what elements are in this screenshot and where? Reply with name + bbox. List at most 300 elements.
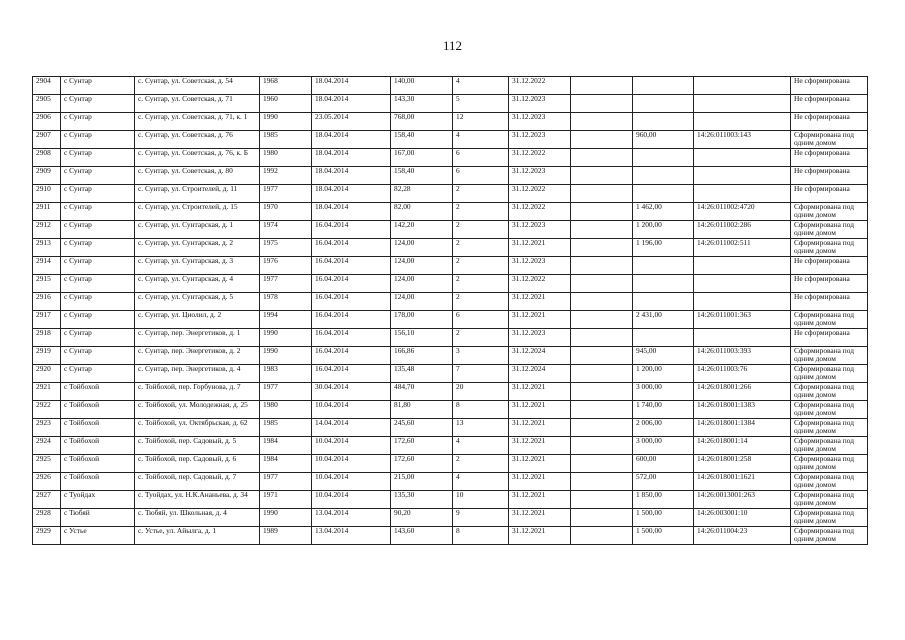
cell-deadline: 31.12.2022 bbox=[509, 149, 571, 167]
cell-settlement: с Устье bbox=[61, 527, 135, 545]
cell-build-year: 1971 bbox=[260, 491, 312, 509]
cell-land-area: 1 196,00 bbox=[633, 239, 694, 257]
cell-area: 172,60 bbox=[391, 455, 453, 473]
cell-land-area bbox=[633, 167, 694, 185]
cell-apartments: 2 bbox=[453, 239, 509, 257]
cell-date: 30.04.2014 bbox=[312, 383, 391, 401]
cell-address: с. Сунтар, ул. Советская, д. 76, к. Б bbox=[135, 149, 260, 167]
cell-address: с. Тойбохой, ул. Октябрьская, д. 62 bbox=[135, 419, 260, 437]
cell-settlement: с Тойбохой bbox=[61, 383, 135, 401]
cell-address: с. Тойбохой, пер. Горбунова, д. 7 bbox=[135, 383, 260, 401]
table-row bbox=[33, 347, 868, 365]
cell-deadline: 31.12.2022 bbox=[509, 185, 571, 203]
cell-extra bbox=[571, 167, 633, 185]
cell-row-number: 2923 bbox=[33, 419, 61, 437]
table-row bbox=[33, 113, 868, 131]
cell-address: с. Сунтар, ул. Строителей, д. 15 bbox=[135, 203, 260, 221]
cell-area: 172,60 bbox=[391, 437, 453, 455]
cell-settlement: с Сунтар bbox=[61, 293, 135, 311]
cell-apartments: 8 bbox=[453, 527, 509, 545]
cell-apartments: 4 bbox=[453, 437, 509, 455]
cell-area: 143,30 bbox=[391, 95, 453, 113]
cell-extra bbox=[571, 239, 633, 257]
cell-area: 124,00 bbox=[391, 257, 453, 275]
cell-land-status: Сформирована под одним домом bbox=[791, 311, 868, 329]
cell-row-number: 2924 bbox=[33, 437, 61, 455]
cell-row-number: 2909 bbox=[33, 167, 61, 185]
cell-apartments: 7 bbox=[453, 365, 509, 383]
cell-build-year: 1975 bbox=[260, 239, 312, 257]
table-row bbox=[33, 239, 868, 257]
cell-apartments: 9 bbox=[453, 509, 509, 527]
cell-cadastral-number bbox=[694, 77, 791, 95]
cell-land-area: 572,00 bbox=[633, 473, 694, 491]
cell-row-number: 2928 bbox=[33, 509, 61, 527]
cell-land-status: Сформирована под одним домом bbox=[791, 347, 868, 365]
cell-area: 143,60 bbox=[391, 527, 453, 545]
cell-area: 81,80 bbox=[391, 401, 453, 419]
cell-deadline: 31.12.2023 bbox=[509, 221, 571, 239]
cell-land-status: Сформирована под одним домом bbox=[791, 383, 868, 401]
cell-address: с. Сунтар, ул. Сунтарская, д. 3 bbox=[135, 257, 260, 275]
cell-deadline: 31.12.2023 bbox=[509, 131, 571, 149]
cell-area: 178,00 bbox=[391, 311, 453, 329]
cell-land-area: 3 000,00 bbox=[633, 383, 694, 401]
cell-build-year: 1977 bbox=[260, 185, 312, 203]
cell-settlement: с Сунтар bbox=[61, 95, 135, 113]
cell-area: 156,10 bbox=[391, 329, 453, 347]
table-row bbox=[33, 437, 868, 455]
cell-cadastral-number bbox=[694, 257, 791, 275]
cell-row-number: 2921 bbox=[33, 383, 61, 401]
cell-cadastral-number: 14:26:018001:1383 bbox=[694, 401, 791, 419]
cell-apartments: 20 bbox=[453, 383, 509, 401]
cell-build-year: 1989 bbox=[260, 527, 312, 545]
cell-extra bbox=[571, 401, 633, 419]
cell-date: 16.04.2014 bbox=[312, 239, 391, 257]
cell-land-status: Не сформирована bbox=[791, 149, 868, 167]
cell-deadline: 31.12.2024 bbox=[509, 347, 571, 365]
cell-area: 167,00 bbox=[391, 149, 453, 167]
cell-apartments: 2 bbox=[453, 185, 509, 203]
cell-land-area: 960,00 bbox=[633, 131, 694, 149]
cell-apartments: 2 bbox=[453, 275, 509, 293]
cell-build-year: 1970 bbox=[260, 203, 312, 221]
cell-extra bbox=[571, 365, 633, 383]
cell-row-number: 2918 bbox=[33, 329, 61, 347]
cell-row-number: 2911 bbox=[33, 203, 61, 221]
cell-build-year: 1990 bbox=[260, 329, 312, 347]
cell-build-year: 1985 bbox=[260, 419, 312, 437]
cell-date: 13.04.2014 bbox=[312, 509, 391, 527]
cell-deadline: 31.12.2021 bbox=[509, 509, 571, 527]
cell-row-number: 2916 bbox=[33, 293, 61, 311]
cell-deadline: 31.12.2021 bbox=[509, 437, 571, 455]
cell-settlement: с Сунтар bbox=[61, 149, 135, 167]
cell-land-area: 1 200,00 bbox=[633, 365, 694, 383]
cell-land-area: 2 431,00 bbox=[633, 311, 694, 329]
cell-settlement: с Тюбяй bbox=[61, 509, 135, 527]
cell-extra bbox=[571, 95, 633, 113]
cell-settlement: с Сунтар bbox=[61, 203, 135, 221]
table-row bbox=[33, 95, 868, 113]
cell-address: с. Сунтар, пер. Энергетиков, д. 2 bbox=[135, 347, 260, 365]
cell-land-area bbox=[633, 95, 694, 113]
cell-date: 18.04.2014 bbox=[312, 185, 391, 203]
cell-area: 82,28 bbox=[391, 185, 453, 203]
table-row bbox=[33, 329, 868, 347]
cell-settlement: с Тойбохой bbox=[61, 455, 135, 473]
table-row bbox=[33, 131, 868, 149]
cell-land-area: 945,00 bbox=[633, 347, 694, 365]
cell-cadastral-number: 14:26:018001:258 bbox=[694, 455, 791, 473]
cell-address: с. Сунтар, ул. Советская, д. 54 bbox=[135, 77, 260, 95]
cell-row-number: 2925 bbox=[33, 455, 61, 473]
cell-address: с. Тойбохой, пер. Садовый, д. 7 bbox=[135, 473, 260, 491]
cell-address: с. Сунтар, пер. Энергетиков, д. 1 bbox=[135, 329, 260, 347]
cell-cadastral-number bbox=[694, 329, 791, 347]
cell-row-number: 2912 bbox=[33, 221, 61, 239]
cell-apartments: 2 bbox=[453, 257, 509, 275]
cell-apartments: 2 bbox=[453, 203, 509, 221]
cell-date: 18.04.2014 bbox=[312, 149, 391, 167]
cell-extra bbox=[571, 149, 633, 167]
cell-date: 18.04.2014 bbox=[312, 203, 391, 221]
cell-address: с. Туойдах, ул. Н.К.Ананьева, д. 34 bbox=[135, 491, 260, 509]
cell-extra bbox=[571, 293, 633, 311]
cell-settlement: с Сунтар bbox=[61, 185, 135, 203]
cell-apartments: 13 bbox=[453, 419, 509, 437]
table-row bbox=[33, 275, 868, 293]
cell-deadline: 31.12.2023 bbox=[509, 329, 571, 347]
cell-address: с. Сунтар, ул. Сунтарская, д. 4 bbox=[135, 275, 260, 293]
table-row bbox=[33, 203, 868, 221]
page-number: 112 bbox=[442, 38, 463, 53]
cell-cadastral-number bbox=[694, 113, 791, 131]
table-row bbox=[33, 455, 868, 473]
cell-land-status: Не сформирована bbox=[791, 95, 868, 113]
cell-extra bbox=[571, 275, 633, 293]
cell-row-number: 2904 bbox=[33, 77, 61, 95]
cell-cadastral-number: 14:26:0013001:263 bbox=[694, 491, 791, 509]
cell-date: 18.04.2014 bbox=[312, 77, 391, 95]
cell-settlement: с Тойбохой bbox=[61, 419, 135, 437]
cell-extra bbox=[571, 257, 633, 275]
cell-land-status: Сформирована под одним домом bbox=[791, 239, 868, 257]
cell-date: 16.04.2014 bbox=[312, 293, 391, 311]
cell-cadastral-number: 14:26:011004:23 bbox=[694, 527, 791, 545]
cell-deadline: 31.12.2022 bbox=[509, 203, 571, 221]
cell-land-area bbox=[633, 185, 694, 203]
table-row bbox=[33, 527, 868, 545]
cell-row-number: 2913 bbox=[33, 239, 61, 257]
cell-area: 166,86 bbox=[391, 347, 453, 365]
cell-date: 16.04.2014 bbox=[312, 257, 391, 275]
cell-extra bbox=[571, 455, 633, 473]
cell-land-status: Не сформирована bbox=[791, 293, 868, 311]
cell-apartments: 8 bbox=[453, 401, 509, 419]
cell-extra bbox=[571, 311, 633, 329]
cell-deadline: 31.12.2023 bbox=[509, 167, 571, 185]
cell-cadastral-number: 14:26:011002:286 bbox=[694, 221, 791, 239]
cell-address: с. Сунтар, ул. Сунтарская, д. 5 bbox=[135, 293, 260, 311]
cell-apartments: 6 bbox=[453, 311, 509, 329]
cell-area: 158,40 bbox=[391, 131, 453, 149]
cell-deadline: 31.12.2021 bbox=[509, 527, 571, 545]
table-row bbox=[33, 221, 868, 239]
cell-settlement: с Сунтар bbox=[61, 113, 135, 131]
cell-date: 14.04.2014 bbox=[312, 419, 391, 437]
cell-land-status: Сформирована под одним домом bbox=[791, 509, 868, 527]
cell-land-status: Не сформирована bbox=[791, 167, 868, 185]
cell-extra bbox=[571, 77, 633, 95]
cell-area: 484,70 bbox=[391, 383, 453, 401]
cell-cadastral-number: 14:26:011002:511 bbox=[694, 239, 791, 257]
cell-extra bbox=[571, 491, 633, 509]
cell-extra bbox=[571, 113, 633, 131]
cell-cadastral-number: 14:26:011003:76 bbox=[694, 365, 791, 383]
cell-extra bbox=[571, 203, 633, 221]
cell-deadline: 31.12.2023 bbox=[509, 257, 571, 275]
cell-row-number: 2919 bbox=[33, 347, 61, 365]
cell-date: 10.04.2014 bbox=[312, 437, 391, 455]
cell-area: 135,48 bbox=[391, 365, 453, 383]
cell-land-area bbox=[633, 329, 694, 347]
cell-apartments: 3 bbox=[453, 347, 509, 365]
cell-area: 124,00 bbox=[391, 293, 453, 311]
cell-deadline: 31.12.2021 bbox=[509, 401, 571, 419]
cell-land-status: Не сформирована bbox=[791, 113, 868, 131]
cell-extra bbox=[571, 473, 633, 491]
cell-settlement: с Сунтар bbox=[61, 275, 135, 293]
cell-build-year: 1968 bbox=[260, 77, 312, 95]
cell-deadline: 31.12.2021 bbox=[509, 419, 571, 437]
cell-deadline: 31.12.2021 bbox=[509, 239, 571, 257]
cell-apartments: 4 bbox=[453, 77, 509, 95]
cell-row-number: 2908 bbox=[33, 149, 61, 167]
cell-cadastral-number: 14:26:003001:10 bbox=[694, 509, 791, 527]
cell-date: 10.04.2014 bbox=[312, 401, 391, 419]
cell-row-number: 2914 bbox=[33, 257, 61, 275]
cell-build-year: 1994 bbox=[260, 311, 312, 329]
cell-land-area: 1 200,00 bbox=[633, 221, 694, 239]
cell-date: 16.04.2014 bbox=[312, 221, 391, 239]
cell-extra bbox=[571, 509, 633, 527]
table-row bbox=[33, 509, 868, 527]
cell-address: с. Сунтар, ул. Советская, д. 80 bbox=[135, 167, 260, 185]
cell-deadline: 31.12.2021 bbox=[509, 293, 571, 311]
housing-registry-table bbox=[32, 76, 868, 545]
cell-settlement: с Сунтар bbox=[61, 167, 135, 185]
table-row bbox=[33, 293, 868, 311]
cell-date: 16.04.2014 bbox=[312, 365, 391, 383]
cell-area: 135,30 bbox=[391, 491, 453, 509]
table-row bbox=[33, 77, 868, 95]
cell-row-number: 2929 bbox=[33, 527, 61, 545]
cell-land-area: 1 500,00 bbox=[633, 509, 694, 527]
cell-date: 10.04.2014 bbox=[312, 455, 391, 473]
cell-date: 16.04.2014 bbox=[312, 311, 391, 329]
cell-row-number: 2910 bbox=[33, 185, 61, 203]
cell-extra bbox=[571, 131, 633, 149]
cell-land-status: Не сформирована bbox=[791, 275, 868, 293]
cell-extra bbox=[571, 347, 633, 365]
cell-extra bbox=[571, 221, 633, 239]
cell-build-year: 1985 bbox=[260, 131, 312, 149]
cell-date: 23.05.2014 bbox=[312, 113, 391, 131]
cell-build-year: 1990 bbox=[260, 509, 312, 527]
cell-build-year: 1992 bbox=[260, 167, 312, 185]
cell-row-number: 2926 bbox=[33, 473, 61, 491]
cell-land-area: 3 000,00 bbox=[633, 437, 694, 455]
cell-deadline: 31.12.2021 bbox=[509, 473, 571, 491]
cell-deadline: 31.12.2021 bbox=[509, 383, 571, 401]
cell-land-status: Сформирована под одним домом bbox=[791, 437, 868, 455]
cell-address: с. Сунтар, ул. Сунтарская, д. 1 bbox=[135, 221, 260, 239]
cell-apartments: 2 bbox=[453, 293, 509, 311]
cell-date: 13.04.2014 bbox=[312, 527, 391, 545]
cell-deadline: 31.12.2021 bbox=[509, 311, 571, 329]
cell-apartments: 6 bbox=[453, 167, 509, 185]
cell-build-year: 1990 bbox=[260, 347, 312, 365]
cell-land-status: Сформирована под одним домом bbox=[791, 473, 868, 491]
cell-address: с. Сунтар, ул. Сунтарская, д. 2 bbox=[135, 239, 260, 257]
cell-land-status: Сформирована под одним домом bbox=[791, 419, 868, 437]
cell-row-number: 2907 bbox=[33, 131, 61, 149]
cell-cadastral-number: 14:26:011002:4720 bbox=[694, 203, 791, 221]
cell-date: 18.04.2014 bbox=[312, 131, 391, 149]
cell-row-number: 2922 bbox=[33, 401, 61, 419]
cell-settlement: с Тойбохой bbox=[61, 437, 135, 455]
cell-deadline: 31.12.2022 bbox=[509, 275, 571, 293]
cell-settlement: с Сунтар bbox=[61, 239, 135, 257]
cell-apartments: 10 bbox=[453, 491, 509, 509]
cell-apartments: 6 bbox=[453, 149, 509, 167]
cell-extra bbox=[571, 437, 633, 455]
cell-settlement: с Тойбохой bbox=[61, 401, 135, 419]
cell-cadastral-number: 14:26:018001:1621 bbox=[694, 473, 791, 491]
table-row bbox=[33, 401, 868, 419]
cell-build-year: 1984 bbox=[260, 455, 312, 473]
cell-settlement: с Сунтар bbox=[61, 347, 135, 365]
cell-settlement: с Тойбохой bbox=[61, 473, 135, 491]
cell-build-year: 1960 bbox=[260, 95, 312, 113]
cell-area: 768,00 bbox=[391, 113, 453, 131]
table-row bbox=[33, 149, 868, 167]
cell-land-status: Сформирована под одним домом bbox=[791, 527, 868, 545]
cell-land-area: 1 462,00 bbox=[633, 203, 694, 221]
cell-date: 10.04.2014 bbox=[312, 473, 391, 491]
cell-build-year: 1980 bbox=[260, 401, 312, 419]
cell-land-status: Сформирована под одним домом bbox=[791, 203, 868, 221]
cell-settlement: с Сунтар bbox=[61, 311, 135, 329]
cell-cadastral-number: 14:26:011001:363 bbox=[694, 311, 791, 329]
cell-row-number: 2927 bbox=[33, 491, 61, 509]
cell-build-year: 1974 bbox=[260, 221, 312, 239]
cell-apartments: 2 bbox=[453, 455, 509, 473]
cell-area: 142,20 bbox=[391, 221, 453, 239]
cell-cadastral-number: 14:26:018001:14 bbox=[694, 437, 791, 455]
cell-cadastral-number bbox=[694, 167, 791, 185]
cell-apartments: 4 bbox=[453, 131, 509, 149]
cell-build-year: 1983 bbox=[260, 365, 312, 383]
cell-settlement: с Сунтар bbox=[61, 365, 135, 383]
cell-cadastral-number: 14:26:018001:1384 bbox=[694, 419, 791, 437]
cell-cadastral-number bbox=[694, 185, 791, 203]
cell-build-year: 1977 bbox=[260, 275, 312, 293]
cell-address: с. Сунтар, ул. Советская, д. 71 bbox=[135, 95, 260, 113]
cell-area: 124,00 bbox=[391, 239, 453, 257]
cell-settlement: с Туойдах bbox=[61, 491, 135, 509]
cell-extra bbox=[571, 419, 633, 437]
cell-area: 245,60 bbox=[391, 419, 453, 437]
cell-land-status: Сформирована под одним домом bbox=[791, 401, 868, 419]
table-row bbox=[33, 167, 868, 185]
cell-extra bbox=[571, 185, 633, 203]
cell-area: 124,00 bbox=[391, 275, 453, 293]
cell-build-year: 1990 bbox=[260, 113, 312, 131]
cell-cadastral-number: 14:26:018001:266 bbox=[694, 383, 791, 401]
cell-land-status: Сформирована под одним домом bbox=[791, 221, 868, 239]
cell-row-number: 2905 bbox=[33, 95, 61, 113]
cell-deadline: 31.12.2022 bbox=[509, 77, 571, 95]
cell-land-status: Не сформирована bbox=[791, 257, 868, 275]
cell-apartments: 2 bbox=[453, 221, 509, 239]
cell-deadline: 31.12.2023 bbox=[509, 113, 571, 131]
cell-row-number: 2915 bbox=[33, 275, 61, 293]
cell-date: 18.04.2014 bbox=[312, 95, 391, 113]
cell-land-area bbox=[633, 113, 694, 131]
cell-address: с. Сунтар, ул. Советская, д. 71, к. 1 bbox=[135, 113, 260, 131]
cell-land-area: 600,00 bbox=[633, 455, 694, 473]
table-row bbox=[33, 311, 868, 329]
table-row bbox=[33, 365, 868, 383]
cell-land-area: 1 740,00 bbox=[633, 401, 694, 419]
cell-land-area bbox=[633, 293, 694, 311]
cell-land-area bbox=[633, 257, 694, 275]
cell-deadline: 31.12.2023 bbox=[509, 95, 571, 113]
table-row bbox=[33, 491, 868, 509]
cell-date: 18.04.2014 bbox=[312, 167, 391, 185]
cell-extra bbox=[571, 329, 633, 347]
cell-extra bbox=[571, 527, 633, 545]
table-row bbox=[33, 383, 868, 401]
cell-land-status: Сформирована под одним домом bbox=[791, 491, 868, 509]
cell-land-status: Не сформирована bbox=[791, 329, 868, 347]
cell-area: 140,00 bbox=[391, 77, 453, 95]
cell-row-number: 2917 bbox=[33, 311, 61, 329]
cell-address: с. Сунтар, ул. Циолил, д. 2 bbox=[135, 311, 260, 329]
cell-apartments: 2 bbox=[453, 329, 509, 347]
cell-settlement: с Сунтар bbox=[61, 329, 135, 347]
cell-deadline: 31.12.2021 bbox=[509, 491, 571, 509]
cell-area: 215,00 bbox=[391, 473, 453, 491]
cell-address: с. Тойбохой, пер. Садовый, д. 6 bbox=[135, 455, 260, 473]
cell-build-year: 1980 bbox=[260, 149, 312, 167]
table-row bbox=[33, 473, 868, 491]
cell-land-area: 1 850,00 bbox=[633, 491, 694, 509]
cell-cadastral-number bbox=[694, 95, 791, 113]
cell-area: 90,20 bbox=[391, 509, 453, 527]
table-body bbox=[33, 77, 868, 545]
cell-area: 158,40 bbox=[391, 167, 453, 185]
cell-land-status: Не сформирована bbox=[791, 77, 868, 95]
cell-cadastral-number bbox=[694, 293, 791, 311]
cell-address: с. Устье, ул. Айылга, д. 1 bbox=[135, 527, 260, 545]
cell-land-area bbox=[633, 149, 694, 167]
cell-cadastral-number bbox=[694, 149, 791, 167]
cell-date: 16.04.2014 bbox=[312, 275, 391, 293]
